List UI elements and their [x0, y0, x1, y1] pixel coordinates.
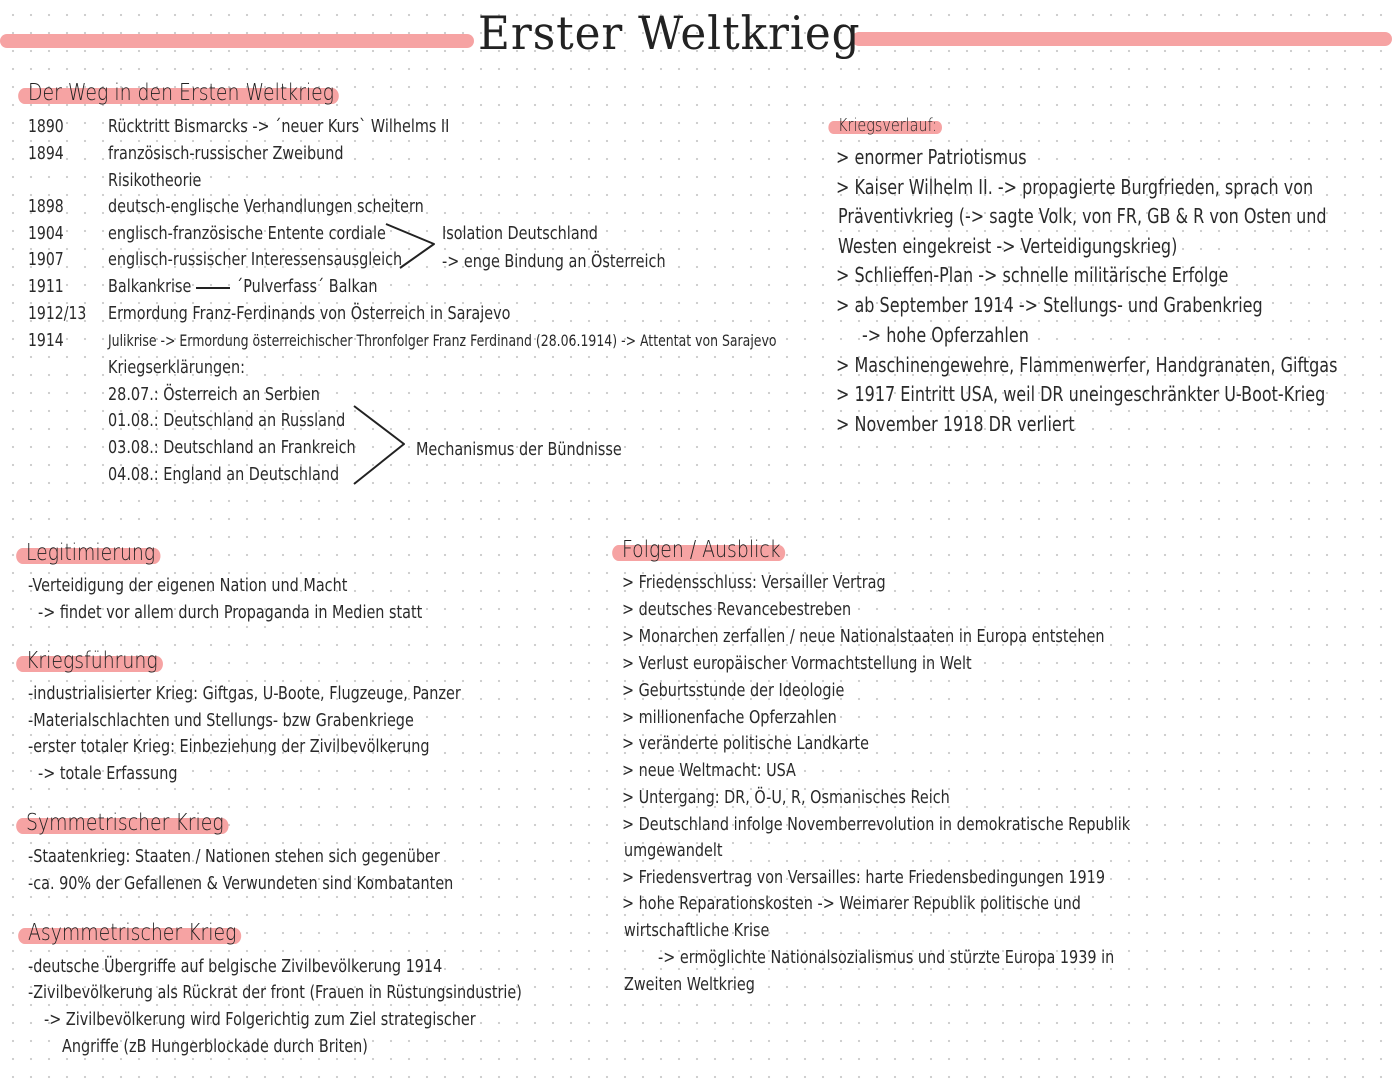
timeline-entry: 01.08.: Deutschland an Russland	[108, 410, 346, 431]
list-item: -Zivilbevölkerung als Rückrat der front (Frauen in Rüstungsindustrie)	[28, 982, 522, 1003]
list-item: -erster totaler Krieg: Einbeziehung der Zivilbevölkerung	[28, 736, 430, 757]
list-item: > ab September 1914 -> Stellungs- und Grabenkrieg	[836, 293, 1263, 317]
list-item: > millionenfache Opferzahlen	[622, 707, 837, 728]
list-item: > Maschinengewehre, Flammenwerfer, Handgranaten, Giftgas	[836, 353, 1338, 377]
list-item: -deutsche Übergriffe auf belgische Zivilbevölkerung 1914	[28, 956, 443, 977]
heading-symmetrisch: Symmetrischer Krieg	[26, 810, 224, 836]
year-label: 1911	[28, 276, 64, 297]
list-item: Angriffe (zB Hungerblockade durch Briten)	[62, 1036, 368, 1057]
heading-weg: Der Weg in den Ersten Weltkrieg	[28, 80, 334, 106]
list-item: > Friedensschluss: Versailler Vertrag	[622, 572, 886, 593]
timeline-entry: Ermordung Franz-Ferdinands von Österreich in Sarajevo	[108, 303, 511, 324]
list-item: > Deutschland infolge Novemberrevolution in demokratische Republik	[622, 814, 1131, 835]
list-item: > Friedensvertrag von Versailles: harte Friedensbedingungen 1919	[622, 867, 1105, 888]
year-label: 1907	[28, 249, 64, 270]
timeline-entry: französisch-russischer Zweibund	[108, 143, 344, 164]
timeline-entry: 03.08.: Deutschland an Frankreich	[108, 437, 356, 458]
isolation-label: Isolation Deutschland	[442, 223, 598, 244]
pulverfass-dash	[196, 287, 232, 291]
timeline-entry: 04.08.: England an Deutschland	[108, 464, 340, 485]
year-label: 1912/13	[28, 303, 87, 324]
list-item: > Monarchen zerfallen / neue Nationalstaaten in Europa entstehen	[622, 626, 1105, 647]
mechanismus-label: Mechanismus der Bündnisse	[416, 439, 622, 460]
list-item: > neue Weltmacht: USA	[622, 760, 796, 781]
list-item: -> hohe Opferzahlen	[862, 323, 1029, 347]
timeline-entry: Kriegserklärungen:	[108, 357, 245, 378]
list-item: > Untergang: DR, Ö-U, R, Osmanisches Reich	[622, 787, 950, 808]
list-item: -Verteidigung der eigenen Nation und Macht	[28, 575, 348, 596]
list-item: > Schlieffen-Plan -> schnelle militärische Erfolge	[836, 263, 1229, 287]
timeline-entry: 28.07.: Österreich an Serbien	[108, 384, 320, 405]
list-item: umgewandelt	[624, 840, 723, 861]
year-label: 1898	[28, 196, 64, 217]
heading-asymmetrisch: Asymmetrischer Krieg	[28, 920, 236, 946]
list-item: wirtschaftliche Krise	[624, 920, 770, 941]
bracket-mechanismus	[350, 404, 410, 488]
list-item: > enormer Patriotismus	[836, 145, 1027, 169]
list-item: > Verlust europäischer Vormachtstellung in Welt	[622, 653, 972, 674]
year-label: 1914	[28, 330, 64, 351]
bindung-label: -> enge Bindung an Österreich	[442, 251, 666, 272]
page-title: Erster Weltkrieg	[478, 6, 861, 60]
list-item: Zweiten Weltkrieg	[624, 974, 755, 995]
bracket-isolation	[384, 220, 440, 272]
title-bar-left	[0, 34, 474, 48]
timeline-entry: Risikotheorie	[108, 170, 202, 191]
list-item: Westen eingekreist -> Verteidigungskrieg)	[838, 234, 1178, 258]
list-item: Präventivkrieg (-> sagte Volk, von FR, GB & R von Osten und	[838, 204, 1327, 228]
timeline-entry: englisch-französische Entente cordiale	[108, 223, 386, 244]
list-item: -Materialschlachten und Stellungs- bzw Grabenkriege	[28, 710, 414, 731]
timeline-entry: englisch-russischer Interessensausgleich	[108, 249, 403, 270]
list-item: > Kaiser Wilhelm II. -> propagierte Burgfrieden, sprach von	[836, 175, 1314, 199]
list-item: -> totale Erfassung	[38, 763, 178, 784]
heading-folgen: Folgen / Ausblick	[622, 537, 781, 563]
list-item: > veränderte politische Landkarte	[622, 733, 869, 754]
pulverfass-label: ´Pulverfass´ Balkan	[236, 276, 378, 297]
list-item: > deutsches Revancebestreben	[622, 599, 852, 620]
list-item: -industrialisierter Krieg: Giftgas, U-Boote, Flugzeuge, Panzer	[28, 683, 461, 704]
list-item: > hohe Reparationskosten -> Weimarer Republik politische und	[622, 893, 1081, 914]
year-label: 1890	[28, 116, 64, 137]
list-item: > November 1918 DR verliert	[836, 412, 1075, 436]
list-item: -Staatenkrieg: Staaten / Nationen stehen sich gegenüber	[28, 846, 440, 867]
list-item: -> Zivilbevölkerung wird Folgerichtig zum Ziel strategischer	[44, 1009, 476, 1030]
heading-kriegsfuehrung: Kriegsführung	[26, 648, 158, 674]
timeline-entry: Rücktritt Bismarcks -> ´neuer Kurs` Wilhelms II	[108, 116, 450, 137]
year-label: 1894	[28, 143, 64, 164]
year-label: 1904	[28, 223, 64, 244]
title-bar-right	[852, 32, 1392, 46]
list-item: -> findet vor allem durch Propaganda in Medien statt	[38, 602, 423, 623]
list-item: -> ermöglichte Nationalsozialismus und stürzte Europa 1939 in	[658, 947, 1115, 968]
timeline-entry: deutsch-englische Verhandlungen scheitern	[108, 196, 424, 217]
list-item: > Geburtsstunde der Ideologie	[622, 680, 845, 701]
heading-legitimierung: Legitimierung	[26, 540, 155, 566]
list-item: > 1917 Eintritt USA, weil DR uneingeschränkter U-Boot-Krieg	[836, 382, 1326, 406]
timeline-entry: Balkankrise	[108, 276, 192, 297]
heading-kriegsverlauf: Kriegsverlauf:	[838, 115, 937, 136]
list-item: -ca. 90% der Gefallenen & Verwundeten sind Kombatanten	[28, 873, 454, 894]
timeline-entry: Julikrise -> Ermordung österreichischer Thronfolger Franz Ferdinand (28.06.1914) -> Attentat von Sarajevo	[108, 331, 777, 350]
